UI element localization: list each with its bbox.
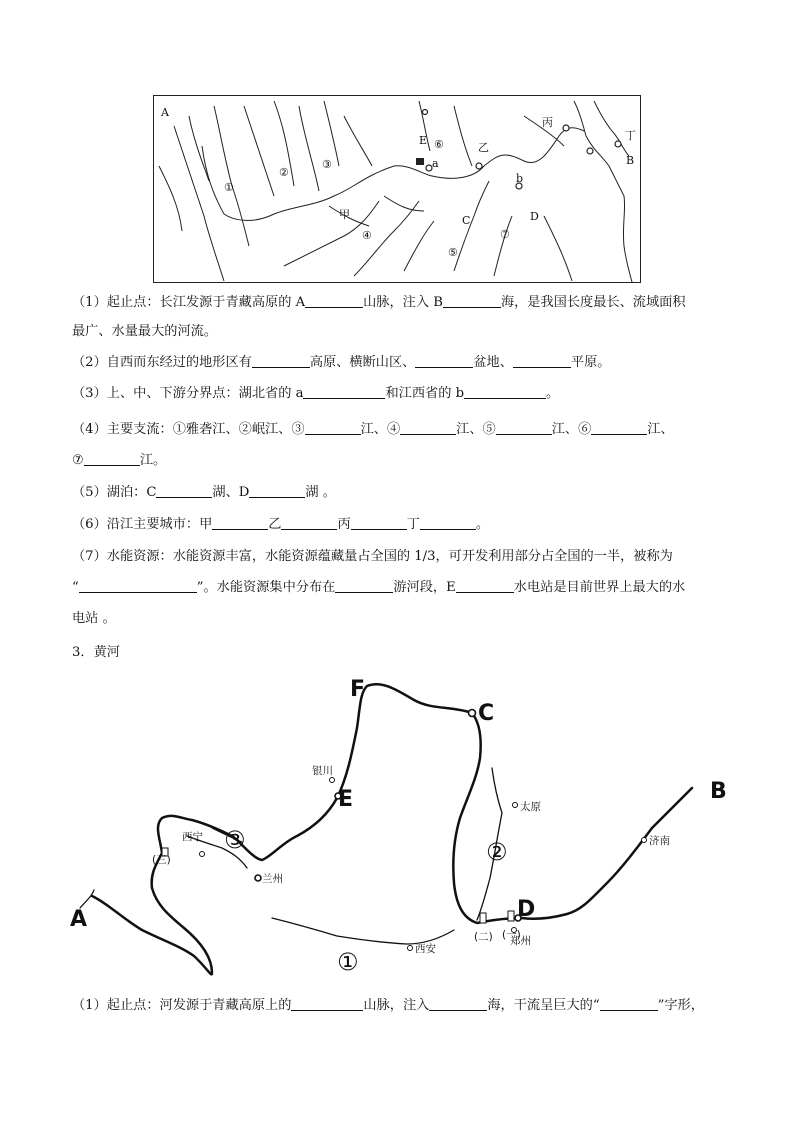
blank[interactable] — [212, 515, 268, 530]
blank[interactable] — [456, 578, 514, 593]
question-6: （6）沿江主要城市：甲 乙 丙 丁 。 — [72, 517, 490, 532]
blank[interactable] — [79, 578, 197, 593]
label-A: A — [161, 106, 169, 119]
label-F: F — [350, 677, 366, 702]
question-5: （5）湖泊：C 湖、D 湖 。 — [72, 485, 336, 500]
blank[interactable] — [400, 420, 456, 435]
blank[interactable] — [420, 515, 476, 530]
label-B: B — [626, 154, 635, 167]
label-c1: ① — [224, 181, 234, 194]
blank[interactable] — [464, 384, 546, 399]
blank[interactable] — [305, 420, 361, 435]
city-yinchuan: 银川 — [312, 765, 333, 777]
blank[interactable] — [303, 384, 385, 399]
yellow-river-map — [62, 668, 752, 984]
blank[interactable] — [291, 996, 363, 1011]
label-E: E — [338, 787, 354, 812]
question-7-line-2: “ ”。水能资源集中分布在 游河段，E 水电站是目前世界上最大的水 — [72, 580, 686, 595]
label-c3: ③ — [322, 158, 332, 171]
city-zhengzhou: 郑州 — [510, 935, 531, 947]
yangtze-map-drawing — [154, 96, 642, 284]
label-A: A — [70, 907, 88, 932]
blank[interactable] — [305, 293, 363, 308]
label-jia: 甲 — [339, 208, 350, 221]
blank[interactable] — [351, 515, 407, 530]
city-lanzhou: 兰州 — [262, 873, 283, 885]
label-C: C — [462, 214, 471, 227]
label-yi: 乙 — [478, 141, 489, 154]
label-E: E — [419, 134, 428, 147]
label-p3: (三) — [152, 854, 171, 866]
blank[interactable] — [335, 578, 393, 593]
blank[interactable] — [415, 353, 473, 368]
label-D: D — [530, 210, 539, 223]
blank[interactable] — [496, 420, 552, 435]
label-c1: ① — [337, 948, 359, 976]
city-xining: 西宁 — [182, 831, 203, 843]
label-c2: ② — [279, 166, 289, 179]
label-c3: ③ — [224, 826, 246, 854]
question-4-line-2: ⑦ 江。 — [72, 453, 167, 468]
label-p1: (一) — [502, 929, 521, 941]
label-a: a — [432, 157, 439, 170]
blank[interactable] — [281, 515, 337, 530]
question-1-line-1: （1）起止点：长江发源于青藏高原的 A 山脉，注入 B 海，是我国长度最长、流域面积 — [72, 295, 686, 310]
blank[interactable] — [84, 451, 140, 466]
label-C: C — [478, 701, 495, 726]
label-p2: (二) — [474, 931, 493, 943]
question-2: （2）自西而东经过的地形区有 高原、横断山区、 盆地、 平原。 — [72, 355, 611, 370]
label-c7: ⑦ — [500, 228, 510, 241]
blank[interactable] — [156, 483, 212, 498]
blank[interactable] — [249, 483, 305, 498]
city-jinan: 济南 — [649, 835, 670, 847]
section-3-title: 3．黄河 — [72, 645, 120, 660]
question-4-line-1: （4）主要支流：①雅砻江、②岷江、③ 江、④ 江、⑤ 江、⑥ 江、 — [72, 422, 674, 437]
label-B: B — [710, 779, 727, 804]
blank[interactable] — [591, 420, 647, 435]
city-taiyuan: 太原 — [520, 801, 541, 813]
label-ding: 丁 — [625, 129, 636, 142]
question-3: （3）上、中、下游分界点：湖北省的 a 和江西省的 b 。 — [72, 386, 560, 401]
label-c5: ⑤ — [448, 246, 458, 259]
label-D: D — [517, 897, 536, 922]
blank[interactable] — [600, 996, 658, 1011]
city-xian: 西安 — [415, 943, 436, 955]
label-b: b — [516, 172, 524, 185]
question-7-line-1: （7）水能资源：水能资源丰富，水能资源蕴藏量占全国的 1/3，可开发利用部分占全国的一半，被称为 — [72, 549, 673, 564]
blank[interactable] — [429, 996, 487, 1011]
yangtze-map — [153, 95, 641, 283]
yellow-river-map-drawing — [62, 668, 752, 984]
blank[interactable] — [252, 353, 310, 368]
question-1-line-2: 最广、水量最大的河流。 — [72, 324, 218, 339]
label-c2: ② — [486, 838, 508, 866]
blank[interactable] — [443, 293, 501, 308]
huanghe-question-1: （1）起止点：河发源于青藏高原上的 山脉，注入 海，干流呈巨大的“ ”字形， — [72, 998, 704, 1013]
question-7-line-3: 电站 。 — [72, 611, 116, 626]
blank[interactable] — [513, 353, 571, 368]
label-c4: ④ — [362, 229, 372, 242]
label-bing: 丙 — [542, 116, 553, 129]
label-c6: ⑥ — [434, 138, 444, 151]
